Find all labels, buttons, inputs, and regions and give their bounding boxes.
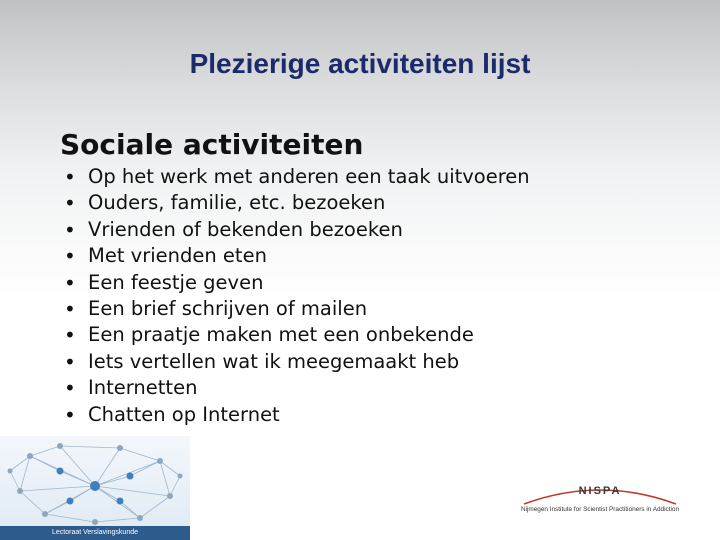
list-item: • Met vrienden eten	[60, 243, 530, 269]
network-illustration	[0, 436, 190, 540]
slide-title: Plezierige activiteiten lijst	[189, 48, 531, 79]
list-item: • Op het werk met anderen een taak uitvoeren	[60, 164, 530, 190]
activity-list	[60, 164, 530, 428]
nispa-logo	[514, 480, 686, 522]
network-graph-icon	[0, 436, 190, 526]
logo-name: NISPA	[578, 485, 622, 497]
list-item: • Internetten	[60, 375, 530, 401]
list-item: • Ouders, familie, etc. bezoeken	[60, 190, 530, 216]
list-item: • Iets vertellen wat ik meegemaakt heb	[60, 349, 530, 375]
network-caption: Lectoraat Verslavingskunde	[0, 526, 190, 540]
list-item: • Chatten op Internet	[60, 402, 530, 428]
list-item: • Een feestje geven	[60, 270, 530, 296]
list-item: • Een brief schrijven of mailen	[60, 296, 530, 322]
logo-subtitle: Nijmegen Institute for Scientist Practitioners in Addiction	[520, 506, 680, 513]
section-heading: Sociale activiteiten	[60, 128, 364, 161]
list-item: • Vrienden of bekenden bezoeken	[60, 217, 530, 243]
list-item: • Een praatje maken met een onbekende	[60, 322, 530, 348]
